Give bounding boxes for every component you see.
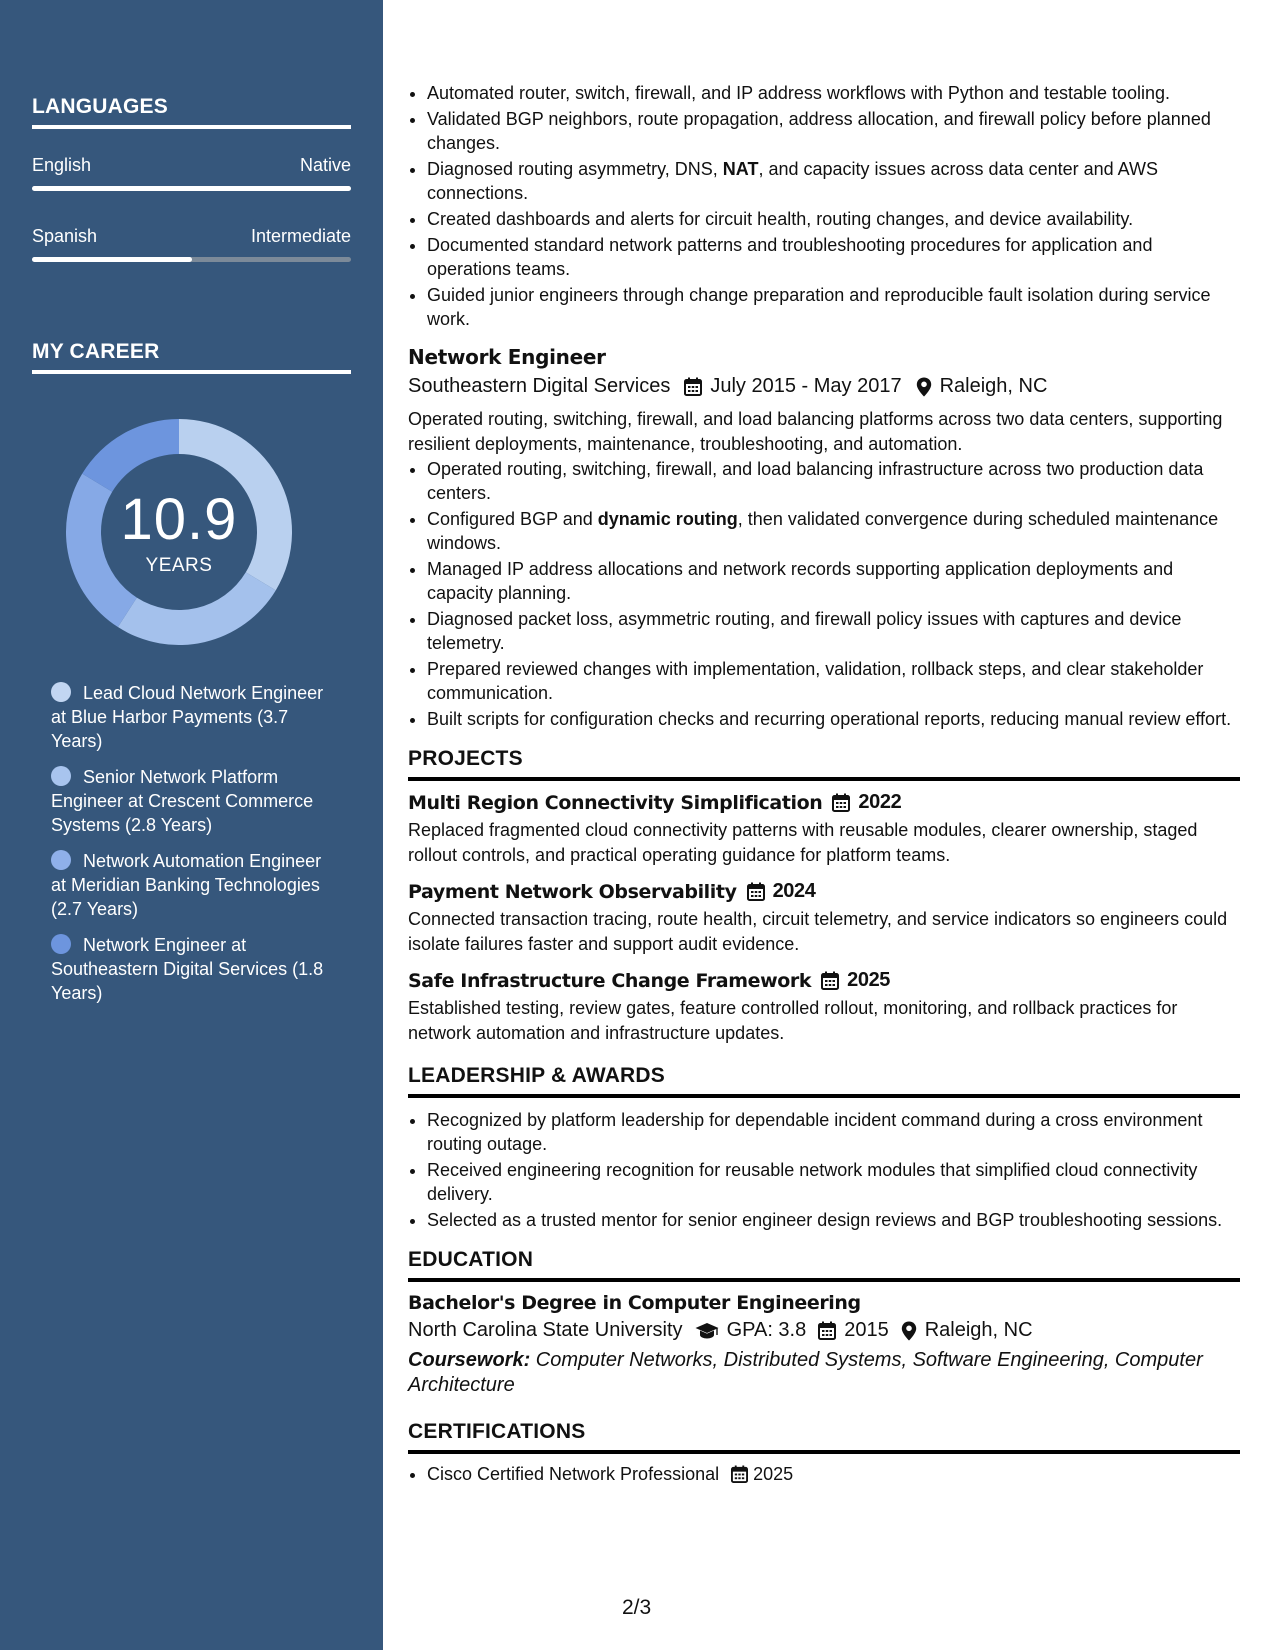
career-total-years: 10.9 <box>120 487 238 552</box>
career-legend-item <box>51 933 341 1005</box>
career-legend-text: Lead Cloud Network Engineer at Blue Harbor Payments (3.7 Years) <box>51 683 324 751</box>
awards-list <box>408 1108 1240 1232</box>
main-content <box>408 0 1240 1488</box>
bullet-item <box>427 107 1240 155</box>
project-year-wrap <box>821 969 890 992</box>
project-year: 2024 <box>772 880 816 902</box>
sidebar <box>0 0 383 1650</box>
language-level: Intermediate <box>250 226 351 246</box>
award-item: • Received engineering recognition for reusable network modules that simplified cloud connectivity delivery. <box>427 1158 1240 1206</box>
project-description: Replaced fragmented cloud connectivity patterns with reusable modules, clearer ownership, staged rollout controls, and practical operating guidance for platform teams. <box>408 820 1198 865</box>
career-legend-text: Senior Network Platform Engineer at Crescent Commerce Systems (2.8 Years) <box>51 767 314 835</box>
bullet-item <box>427 207 1240 231</box>
career-legend-item <box>51 681 341 753</box>
language-level-bar <box>32 257 351 262</box>
job-bullets <box>408 457 1240 731</box>
education-school: North Carolina State University <box>408 1319 683 1341</box>
bullet-text: Guided junior engineers through change preparation and reproducible fault isolation during service work. <box>427 285 1211 329</box>
bullet-text: Prepared reviewed changes with implementation, validation, rollback steps, and clear stakeholder communication. <box>427 659 1204 703</box>
education-coursework <box>408 1348 1240 1398</box>
job-dates: July 2015 - May 2017 <box>710 375 902 397</box>
career-total-label: YEARS <box>145 555 213 576</box>
bullet-item <box>427 457 1240 505</box>
location-pin-icon <box>901 1321 917 1341</box>
career-legend-text: Network Engineer at Southeastern Digital Services (1.8 Years) <box>51 935 324 1003</box>
project-title-row <box>408 791 1240 814</box>
education-gpa: GPA: 3.8 <box>726 1319 807 1341</box>
job-summary: Operated routing, switching, firewall, and load balancing platforms across two data centers, supporting resilient deployments, maintenance, troubleshooting, and automation. <box>408 409 1223 454</box>
bullet-text: Documented standard network patterns and troubleshooting procedures for application and operations teams. <box>427 235 1153 279</box>
project-name: Safe Infrastructure Change Framework <box>408 969 812 992</box>
language-name: Spanish <box>32 226 98 246</box>
certifications-list <box>408 1462 1240 1486</box>
bullet-text: Created dashboards and alerts for circuit health, routing changes, and device availability. <box>427 209 1134 229</box>
job-title: Network Engineer <box>408 345 606 369</box>
bullet-text: Automated router, switch, firewall, and IP address workflows with Python and testable tooling. <box>427 83 1171 103</box>
project-year-wrap <box>832 791 901 814</box>
bullet-item <box>427 607 1240 655</box>
project-year: 2022 <box>858 791 902 813</box>
career-heading: MY CAREER <box>32 340 351 374</box>
career-legend-text: Network Automation Engineer at Meridian Banking Technologies (2.7 Years) <box>51 851 322 919</box>
languages-heading: LANGUAGES <box>32 95 351 129</box>
job-company: Southeastern Digital Services <box>408 375 671 397</box>
bullet-text: Diagnosed packet loss, asymmetric routing, and firewall policy issues with captures and device telemetry. <box>427 609 1182 653</box>
certification-row <box>427 1462 793 1486</box>
bullet-item <box>427 233 1240 281</box>
bullet-bold-text: dynamic routing <box>597 509 738 529</box>
education-location: Raleigh, NC <box>924 1319 1033 1341</box>
legend-dot-icon <box>51 682 71 702</box>
language-level-fill <box>32 257 192 262</box>
calendar-icon <box>684 377 702 396</box>
bullet-item <box>427 657 1240 705</box>
project-description: Established testing, review gates, feature controlled rollout, monitoring, and rollback practices for network automation and infrastructure updates. <box>408 998 1178 1043</box>
bullet-text: Diagnosed routing asymmetry, DNS, <box>427 159 723 179</box>
project-name: Payment Network Observability <box>408 880 737 903</box>
certification-year: 2025 <box>753 1464 794 1484</box>
education-meta <box>408 1319 1240 1342</box>
graduation-cap-icon <box>695 1322 719 1340</box>
project-title-row <box>408 969 1240 992</box>
language-level-bar <box>32 186 351 191</box>
legend-dot-icon <box>51 934 71 954</box>
project-title-row <box>408 880 1240 903</box>
project-item <box>408 791 1240 868</box>
previous-job-bullets <box>408 81 1240 331</box>
bullet-text: , then validated convergence during scheduled maintenance windows. <box>427 509 1219 553</box>
language-level-fill <box>32 186 351 191</box>
career-legend-item <box>51 765 341 837</box>
language-row-english <box>32 155 351 176</box>
bullet-text: Validated BGP neighbors, route propagation, address allocation, and firewall policy before planned changes. <box>427 109 1211 153</box>
awards-heading: LEADERSHIP & AWARDS <box>408 1064 1240 1098</box>
certification-item <box>427 1462 1240 1486</box>
calendar-icon <box>832 793 850 812</box>
coursework-text: Computer Networks, Distributed Systems, Software Engineering, Computer Architecture <box>408 1349 1203 1396</box>
bullet-item <box>427 557 1240 605</box>
bullet-item <box>427 507 1240 555</box>
project-year-wrap <box>747 880 816 903</box>
certification-name: • Cisco Certified Network Professional <box>427 1464 720 1484</box>
career-legend-item <box>51 849 341 921</box>
job-location: Raleigh, NC <box>939 375 1048 397</box>
bullet-text: Configured BGP and <box>427 509 598 529</box>
bullet-text: Built scripts for configuration checks and recurring operational reports, reducing manual review effort. <box>427 709 1232 729</box>
education-degree: Bachelor's Degree in Computer Engineering <box>408 1292 861 1314</box>
education-heading: EDUCATION <box>408 1248 1240 1282</box>
page-number: 2/3 <box>622 1596 652 1619</box>
project-item <box>408 969 1240 1046</box>
project-year: 2025 <box>847 969 891 991</box>
bullet-bold-text: NAT <box>722 159 759 179</box>
donut-center <box>66 419 292 645</box>
certifications-heading: CERTIFICATIONS <box>408 1420 1240 1454</box>
language-row-spanish <box>32 226 351 247</box>
language-name: English <box>32 155 92 175</box>
career-legend <box>32 681 351 1005</box>
bullet-text: Operated routing, switching, firewall, and load balancing infrastructure across two production data centers. <box>427 459 1204 503</box>
calendar-icon <box>818 1321 836 1340</box>
project-name: Multi Region Connectivity Simplification <box>408 791 823 814</box>
project-item <box>408 880 1240 957</box>
job-meta <box>408 375 1240 398</box>
bullet-item <box>427 81 1240 105</box>
coursework-label: Coursework: <box>408 1349 531 1371</box>
bullet-item <box>427 283 1240 331</box>
project-description: Connected transaction tracing, route health, circuit telemetry, and service indicators so engineers could isolate failures faster and support audit evidence. <box>408 909 1228 954</box>
bullet-text: , and capacity issues across data center and AWS connections. <box>427 159 1158 203</box>
calendar-icon <box>747 882 765 901</box>
award-item: • Recognized by platform leadership for dependable incident command during a cross environment routing outage. <box>427 1108 1240 1156</box>
bullet-item <box>427 157 1240 205</box>
award-item: • Selected as a trusted mentor for senior engineer design reviews and BGP troubleshooting sessions. <box>427 1208 1240 1232</box>
location-pin-icon <box>916 377 932 397</box>
bullet-item <box>427 707 1240 731</box>
legend-dot-icon <box>51 766 71 786</box>
legend-dot-icon <box>51 850 71 870</box>
education-year: 2015 <box>844 1319 889 1341</box>
projects-heading: PROJECTS <box>408 747 1240 781</box>
language-level: Native <box>299 155 351 175</box>
career-donut-chart <box>66 419 292 645</box>
calendar-icon <box>821 971 839 990</box>
calendar-icon <box>731 1465 748 1483</box>
bullet-text: Managed IP address allocations and network records supporting application deployments and capacity planning. <box>427 559 1174 603</box>
